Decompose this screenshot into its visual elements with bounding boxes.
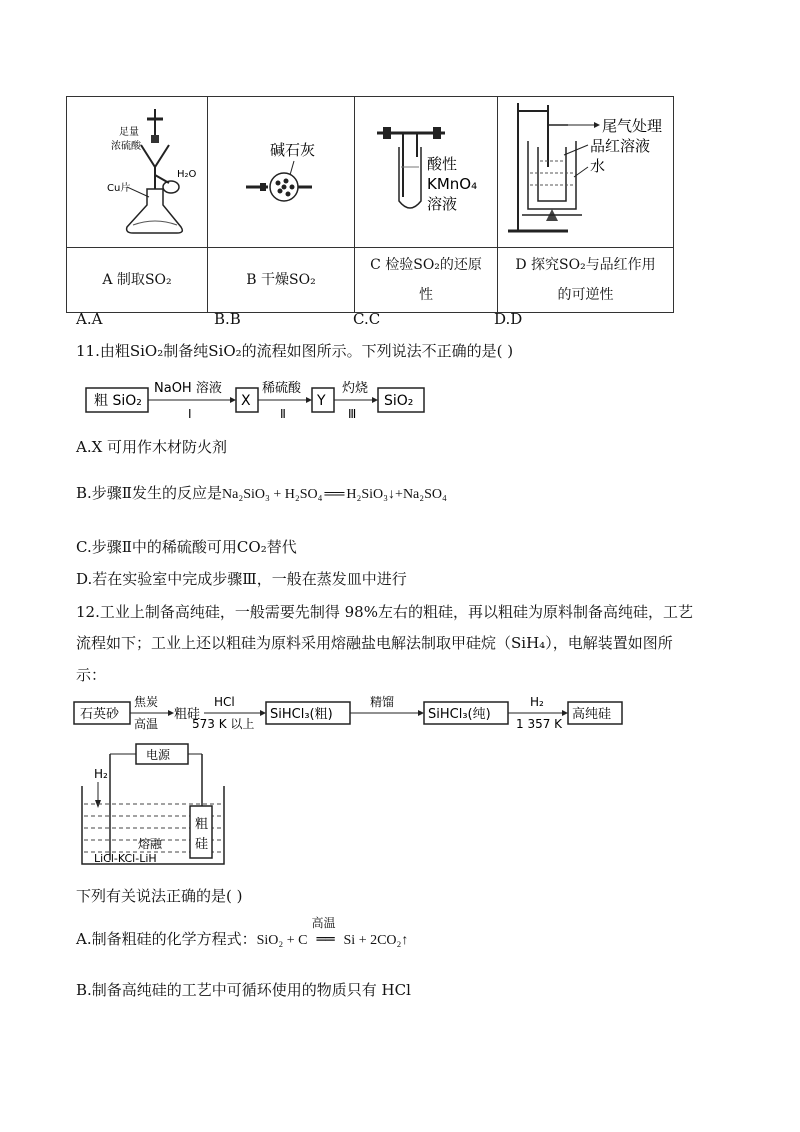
q11-formula-2: SiO₂ <box>208 342 242 360</box>
label-acid-2: 浓硫酸 <box>111 141 141 152</box>
q12-flow-r4-top: H₂ <box>530 695 544 709</box>
option-b[interactable]: B.B <box>214 310 241 328</box>
caption-b <box>208 248 355 313</box>
q12-flow-box2: SiHCl₃(粗) <box>270 707 333 722</box>
q12-a-eq-cond: 高温 <box>311 916 336 930</box>
flow-y: Y <box>317 393 326 409</box>
caption-d-suffix: 与品红作用 <box>585 257 656 273</box>
caption-d-formula: SO₂ <box>559 257 586 273</box>
q12-option-b[interactable]: B.制备高纯硅的工艺中可循环使用的物质只有 HCl <box>76 981 411 999</box>
q11-c-suffix: 替代 <box>266 538 297 556</box>
q12-flow-r4-bot: 1 357 K <box>516 717 563 731</box>
caption-c-line2: 性 <box>419 287 433 303</box>
caption-d <box>498 248 674 313</box>
q12-question: 下列有关说法正确的是( ) <box>76 887 243 905</box>
label-d-1: 尾气处理 <box>602 117 663 135</box>
flow-step3-reagent: 灼烧 <box>342 381 369 396</box>
q11-option-a[interactable]: A.X 可用作木材防火剂 <box>76 438 228 456</box>
q12-flow-r2-bot: 573 K 以上 <box>192 717 255 731</box>
q12-flow-r2-top: HCl <box>214 695 235 709</box>
q11-b-eq-right: H₂SiO₃↓+Na₂SO₄ <box>346 487 447 502</box>
q12-flow-box1: 石英砂 <box>80 707 120 722</box>
cell-electrode-2: 硅 <box>195 837 209 852</box>
q12-flow-r1-top: 焦炭 <box>134 695 159 709</box>
caption-c-formula: SO₂ <box>413 257 440 273</box>
flow-end: SiO₂ <box>384 393 414 409</box>
q11-stem-b: 制备纯 <box>163 342 209 360</box>
label-c-3: 溶液 <box>427 195 458 213</box>
q12-flow-r1-bot: 高温 <box>134 717 159 731</box>
flow-step1-reagent: NaOH 溶液 <box>154 381 222 396</box>
q12-flow-p1: 粗硅 <box>174 707 201 722</box>
label-soda-lime: 碱石灰 <box>270 141 316 159</box>
caption-b-text: B 干燥 <box>246 272 290 288</box>
cell-salt: LiCl-KCl-LiH <box>94 852 157 865</box>
q12-line2-b: ），电解装置如图所 <box>545 634 673 652</box>
caption-c <box>355 248 498 313</box>
q11-option-c[interactable] <box>76 536 297 558</box>
q11-flow-diagram <box>84 374 434 422</box>
q12-flow-diagram <box>72 690 632 736</box>
caption-a-text: A 制取 <box>102 272 145 288</box>
cell-gas: H₂ <box>94 767 108 781</box>
q12-a-prefix: A.制备粗硅的化学方程式： <box>76 930 257 948</box>
option-c[interactable]: C.C <box>353 310 381 328</box>
q12-line2-formula: SiH₄ <box>511 634 546 652</box>
label-c-2: KMnO₄ <box>427 175 478 193</box>
flow-step2-reagent: 稀硫酸 <box>262 381 302 396</box>
caption-d-line2: 的可逆性 <box>557 287 614 303</box>
label-water: H₂O <box>177 169 197 180</box>
apparatus-a <box>67 97 208 248</box>
cell-power: 电源 <box>146 748 171 762</box>
caption-c-suffix: 的还原 <box>439 257 482 273</box>
q12-flow-box4: 高纯硅 <box>572 707 612 722</box>
q11-stem <box>76 340 513 362</box>
q11-option-b[interactable] <box>76 482 447 506</box>
q12-a-eq-left: SiO₂ + C <box>256 933 308 948</box>
q11-c-formula: CO₂ <box>236 538 267 556</box>
q11-formula-1: SiO₂ <box>129 342 164 360</box>
q11-stem-a: 11.由粗 <box>76 342 130 360</box>
q11-option-d[interactable]: D.若在实验室中完成步骤Ⅲ，一般在蒸发皿中进行 <box>76 570 407 588</box>
flow-step1-num: Ⅰ <box>188 407 192 421</box>
flow-step2-num: Ⅱ <box>280 407 286 421</box>
label-acid-1: 足量 <box>119 127 139 138</box>
cell-melt: 熔融 <box>138 837 163 851</box>
apparatus-c <box>355 97 498 248</box>
q11-c-prefix: C.步骤Ⅱ中的稀硫酸可用 <box>76 538 237 556</box>
flow-x: X <box>241 393 251 409</box>
q11-b-prefix: B.步骤Ⅱ发生的反应是 <box>76 484 222 502</box>
caption-a <box>67 248 208 313</box>
q12-flow-r3-top: 精馏 <box>370 695 395 709</box>
q11-b-eq-sign: ══ <box>324 487 345 502</box>
q12-stem-line1: 12.工业上制备高纯硅，一般需要先制得 98%左右的粗硅，再以粗硅为原料制备高纯硅，工艺 <box>76 603 693 621</box>
apparatus-b <box>208 97 355 248</box>
q12-a-eq-right: Si + 2CO₂↑ <box>343 933 409 948</box>
q12-flow-box3: SiHCl₃(纯) <box>428 707 491 722</box>
caption-d-text: D 探究 <box>515 257 559 273</box>
q12-option-a[interactable] <box>76 916 409 952</box>
q12-line2-a: 流程如下；工业上还以粗硅为原料采用熔融盐电解法制取甲硅烷（ <box>76 634 512 652</box>
apparatus-d <box>498 97 674 248</box>
option-d[interactable]: D.D <box>494 310 523 328</box>
flow-step3-num: Ⅲ <box>348 407 357 421</box>
label-d-3: 水 <box>590 157 606 175</box>
electrolysis-cell <box>74 740 234 870</box>
caption-b-formula: SO₂ <box>289 272 316 288</box>
label-c-1: 酸性 <box>427 155 458 173</box>
label-cu: Cu片 <box>107 183 131 194</box>
q11-stem-c: 的流程如图所示。下列说法不正确的是( ) <box>241 342 514 360</box>
label-d-2: 品红溶液 <box>590 137 651 155</box>
cell-electrode-1: 粗 <box>195 817 209 832</box>
q12-stem-line3: 示： <box>76 666 107 684</box>
apparatus-table <box>66 96 674 313</box>
q12-a-eq-sign: 高温 ══ <box>310 928 342 950</box>
q12-stem-line2 <box>76 632 673 654</box>
caption-c-text: C 检验 <box>370 257 414 273</box>
option-a[interactable]: A.A <box>76 310 103 328</box>
caption-a-formula: SO₂ <box>144 272 172 288</box>
flow-start: 粗 SiO₂ <box>94 393 142 409</box>
q11-b-eq-left: Na₂SiO₃ + H₂SO₄ <box>222 487 323 502</box>
